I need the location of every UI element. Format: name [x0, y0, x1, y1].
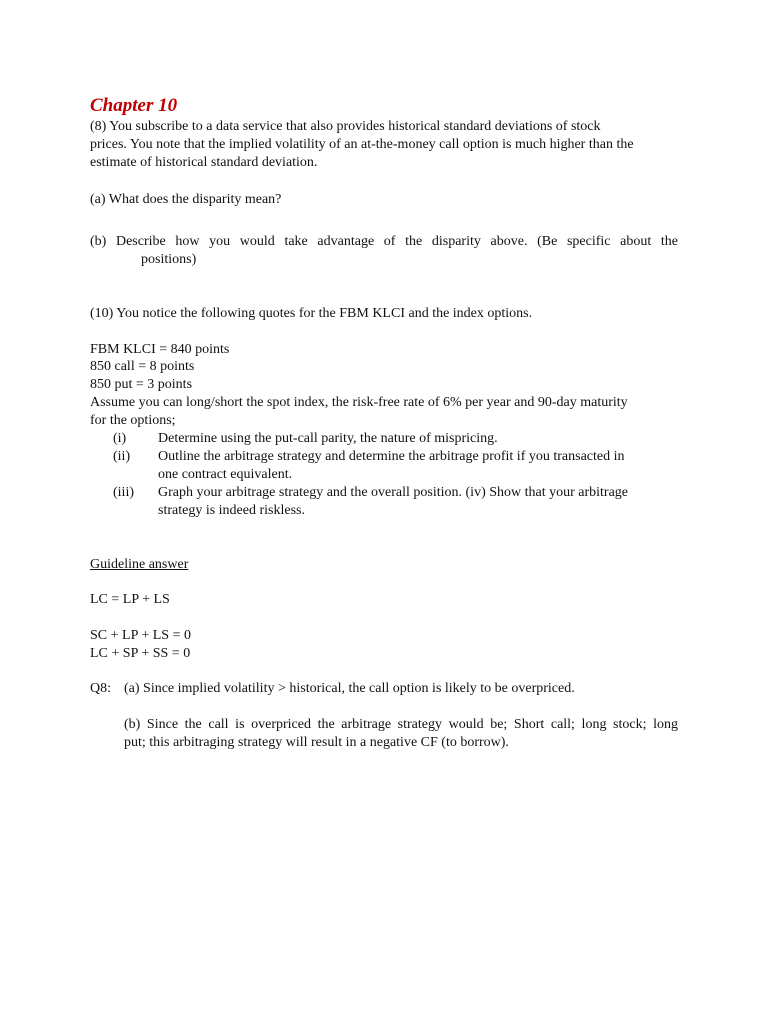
- q10-item-i-number: (i): [113, 431, 127, 446]
- quote-put: 850 put = 3 points: [90, 377, 193, 392]
- equation-long-call: LC + SP + SS = 0: [90, 646, 191, 661]
- equation-parity: LC = LP + LS: [90, 592, 170, 607]
- q8-intro-line-1: (8) You subscribe to a data service that also provides historical standard deviations of stock: [90, 119, 601, 134]
- q8-intro-line-2: prices. You note that the implied volatility of an at-the-money call option is much higher than the: [90, 137, 634, 152]
- quote-call: 850 call = 8 points: [90, 359, 195, 374]
- q8-part-a: (a) What does the disparity mean?: [90, 192, 282, 207]
- q10-assume-line-1: Assume you can long/short the spot index, the risk-free rate of 6% per year and 90-day maturity: [90, 395, 628, 410]
- q8-part-b-line-1: (b) Describe how you would take advantage of the disparity above. (Be specific about the: [90, 234, 678, 249]
- quote-fbm-klci: FBM KLCI = 840 points: [90, 342, 230, 357]
- q10-item-iii-text-line-1: Graph your arbitrage strategy and the overall position. (iv) Show that your arbitrage: [158, 485, 629, 500]
- q10-item-iii-text-line-2: strategy is indeed riskless.: [158, 503, 305, 518]
- q10-item-ii-text-line-2: one contract equivalent.: [158, 467, 293, 482]
- q10-intro: (10) You notice the following quotes for the FBM KLCI and the index options.: [90, 306, 533, 321]
- q10-item-i-text: Determine using the put-call parity, the nature of mispricing.: [158, 431, 498, 446]
- guideline-heading: Guideline answer: [90, 557, 189, 572]
- equation-short-call: SC + LP + LS = 0: [90, 628, 191, 643]
- q8-answer-a: (a) Since implied volatility > historical, the call option is likely to be overpriced.: [124, 681, 575, 696]
- q10-item-iii-number: (iii): [113, 485, 134, 500]
- q8-answer-b-line-2: put; this arbitraging strategy will result in a negative CF (to borrow).: [124, 735, 509, 750]
- q8-part-b-line-2: positions): [141, 252, 197, 267]
- q8-intro-line-3: estimate of historical standard deviation.: [90, 155, 318, 170]
- q10-assume-line-2: for the options;: [90, 413, 176, 428]
- q10-item-ii-number: (ii): [113, 449, 131, 464]
- q8-answer-label: Q8:: [90, 681, 111, 696]
- q8-answer-b-line-1: (b) Since the call is overpriced the arbitrage strategy would be; Short call; long stock; long: [124, 717, 678, 732]
- chapter-title: Chapter 10: [90, 95, 178, 116]
- q10-item-ii-text-line-1: Outline the arbitrage strategy and determine the arbitrage profit if you transacted in: [158, 449, 625, 464]
